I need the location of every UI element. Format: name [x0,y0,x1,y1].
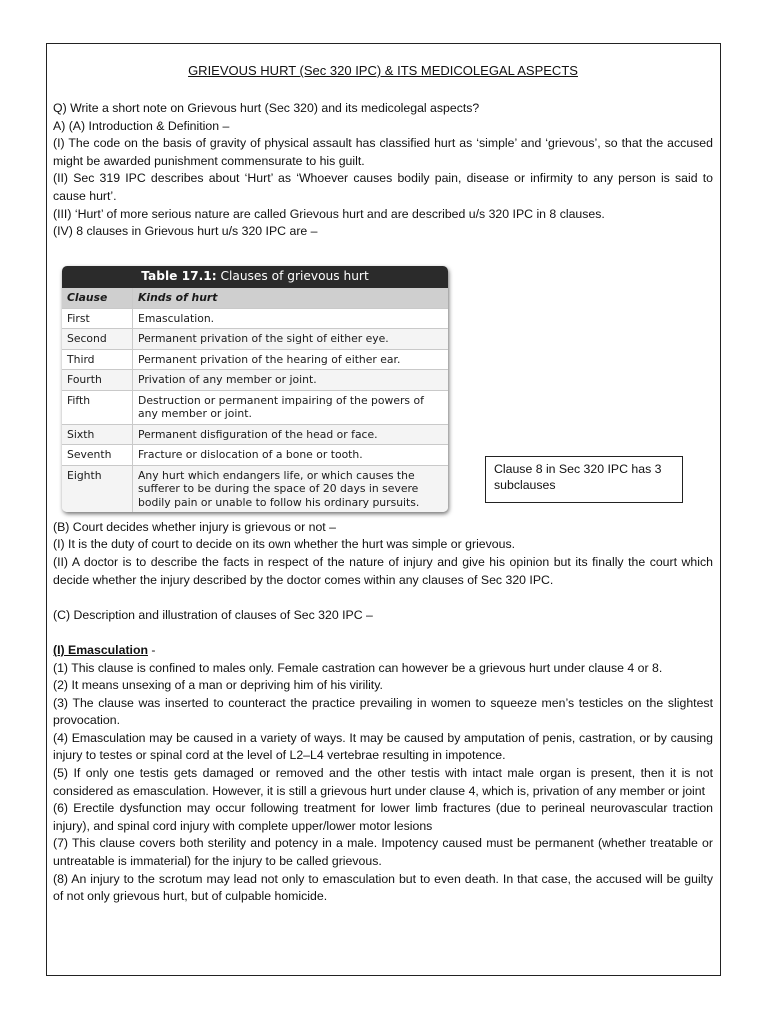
spacer [53,624,713,642]
table-cell-kind: Any hurt which endangers life, or which causes the sufferer to be during the space of 20 days in severe bodily pain or unable to follow his ordinary pursuits. [132,466,448,513]
section-a-heading: A) (A) Introduction & Definition – [53,118,230,133]
table-caption [62,266,448,289]
table-cell-kind: Destruction or permanent impairing of the powers of any member or joint. [132,391,448,424]
table-cell-clause: First [67,311,90,325]
document-body [53,62,713,906]
table-row [62,350,448,371]
section-a-point: (II) Sec 319 IPC describes about ‘Hurt’ as ‘Whoever causes bodily pain, disease or infirmity to any person is said to cause hurt’. [53,171,713,203]
emasculation-point: (4) Emasculation may be caused in a variety of ways. It may be caused by amputation of penis, castration, or by causing injury to testes or spinal cord at the level of L2–L4 vertebrae resulting in impotence. [53,730,713,763]
section-a-point: (III) ‘Hurt’ of more serious nature are called Grievous hurt and are described u/s 320 IPC in 8 clauses. [53,206,605,221]
table-row [62,466,448,513]
table-cell-clause: Third [67,352,95,366]
table-cell-clause: Second [67,332,107,346]
section-a-point: (I) The code on the basis of gravity of physical assault has classified hurt as ‘simple’ and ‘grievous’, so that the accused might be awarded punishment commensurate to his guilt. [53,136,713,168]
emasculation-point: (3) The clause was inserted to counteract the practice prevailing in women to squeeze men’s testicles on the slightest provocation. [53,695,713,728]
section-c-heading: (C) Description and illustration of clauses of Sec 320 IPC – [53,607,373,622]
table-row [62,425,448,446]
table-cell-clause: Eighth [67,468,102,482]
table-row [62,309,448,330]
emasculation-point: (1) This clause is confined to males only. Female castration can however be a grievous hurt under clause 4 or 8. [53,660,663,675]
emasculation-title: (I) Emasculation [53,642,148,657]
emasculation-point: (6) Erectile dysfunction may occur following treatment for lower limb fractures (due to perineal neurovascular traction injury), and spinal cord injury with complete upper/lower motor lesions [53,801,713,833]
table-cell-kind: Permanent privation of the hearing of either ear. [132,350,448,370]
emasculation-suffix: - [147,642,156,657]
emasculation-point: (2) It means unsexing of a man or depriving him of his virility. [53,678,383,693]
question: Q) Write a short note on Grievous hurt (Sec 320) and its medicolegal aspects? [53,101,480,115]
table-area [53,241,713,519]
section-b-heading: (B) Court decides whether injury is grievous or not – [53,519,336,534]
emasculation-point: (8) An injury to the scrotum may lead not only to emasculation but to even death. In that case, the accused will be guilty of not only grievous hurt, but of culpable homicide. [53,871,713,904]
emasculation-point: (7) This clause covers both sterility and potency in a male. Impotency caused must be permanent (whether treatable or untreatable is immaterial) for the injury to be called grievous. [53,836,713,869]
grievous-hurt-table [62,266,448,513]
table-caption-label: Table 17.1: [141,268,217,283]
spacer [53,589,713,607]
section-b-point: (II) A doctor is to describe the facts in respect of the nature of injury and give his opinion but its finally the court which decide whether the injury described by the doctor comes within any clauses of Sec 320 IPC. [53,554,713,587]
table-cell-clause: Seventh [67,448,112,462]
table-header-kind: Kinds of hurt [132,288,448,308]
emasculation-heading [53,642,713,660]
table-cell-kind: Fracture or dislocation of a bone or tooth. [132,445,448,465]
emasculation-point: (5) If only one testis gets damaged or removed and the other testis with intact male organ is present, then it is not considered as emasculation. However, it is still a grievous hurt under clause 4, which is, privation of any member or joint [53,766,713,798]
table-row [62,329,448,350]
table-cell-clause: Fourth [67,373,102,387]
table-row [62,370,448,391]
table-cell-clause: Sixth [67,427,95,441]
table-cell-kind: Privation of any member or joint. [132,370,448,390]
table-header-row [62,288,448,309]
table-cell-clause: Fifth [67,393,91,407]
clause-8-note-box: Clause 8 in Sec 320 IPC has 3 subclauses [485,456,683,503]
table-caption-text: Clauses of grievous hurt [216,268,369,283]
table-row [62,445,448,466]
section-a-point: (IV) 8 clauses in Grievous hurt u/s 320 IPC are – [53,224,318,239]
table-cell-kind: Permanent privation of the sight of either eye. [132,329,448,349]
table-cell-kind: Emasculation. [132,309,448,329]
table-row [62,391,448,425]
page-title: GRIEVOUS HURT (Sec 320 IPC) & ITS MEDICOLEGAL ASPECTS [188,63,578,78]
table-cell-kind: Permanent disfiguration of the head or face. [132,425,448,445]
section-b-point: (I) It is the duty of court to decide on its own whether the hurt was simple or grievous. [53,537,516,552]
table-header-clause: Clause [67,291,108,305]
